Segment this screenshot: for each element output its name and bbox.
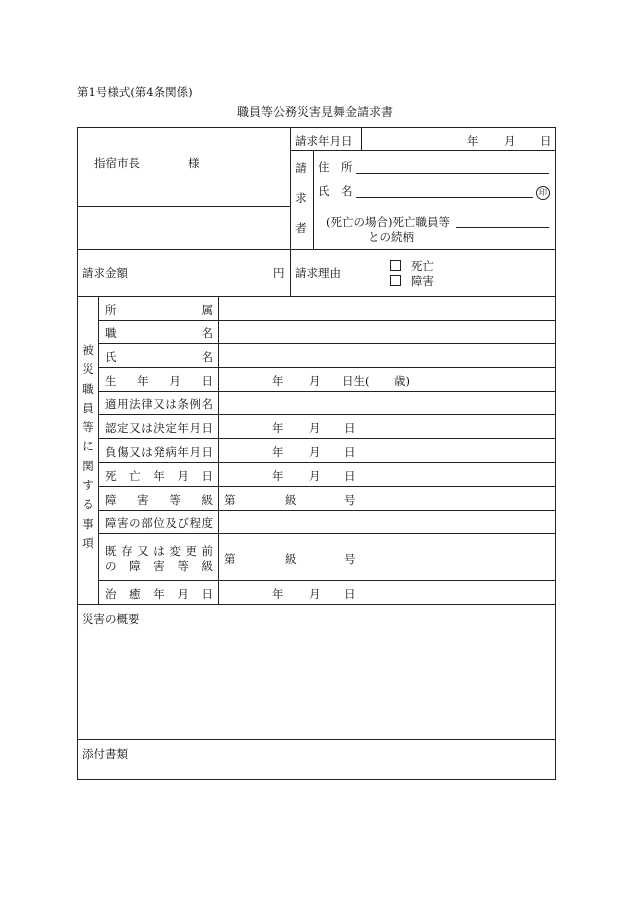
divider-summary [77, 739, 556, 740]
row-injury-date: 負 傷 又 は 発 病 年 月 日 [105, 445, 213, 459]
form-title: 職員等公務災害見舞金請求書 [236, 105, 393, 119]
amount-label: 請求金額 [82, 266, 128, 280]
divider-amount [77, 296, 556, 297]
attachments-label: 添付書類 [82, 747, 128, 761]
request-date-label: 請求年月日 [295, 134, 353, 148]
reason-label: 請求理由 [295, 266, 341, 280]
disaster-summary-label: 災害の概要 [82, 612, 140, 626]
row-applicable-law: 適 用 法 律 又 は 条 例 名 [105, 397, 213, 411]
checkbox-icon[interactable] [390, 275, 401, 286]
reason-option-death[interactable]: 死亡 [390, 258, 434, 274]
row-name: 氏 名 [105, 350, 213, 364]
seal-mark: 印 [536, 186, 550, 200]
row-prior-grade-2: の 障 害 等 級 [105, 559, 213, 573]
row-prior-grade-1: 既 存 又 は 変 更 前 [105, 544, 213, 558]
divider-claimant [77, 249, 556, 250]
row-decision-date: 認 定 又 は 決 定 年 月 日 [105, 421, 213, 435]
divider-section [77, 604, 556, 605]
checkbox-icon[interactable] [390, 260, 401, 271]
reason-option-disability[interactable]: 障害 [390, 273, 434, 289]
relation-label: (死亡の場合)死亡職員等 [326, 215, 450, 229]
row-disability-grade: 障 害 等 級 [105, 493, 213, 507]
row-disability-detail: 障 害 の 部 位 及 び 程 度 [105, 516, 213, 530]
form-page: 第1号様式(第4条関係) 職員等公務災害見舞金請求書 指宿市長 様 請求年月日 年 月 日 請 求 者 住 所 氏 名 印 (死亡の場合)死亡職員等 との続柄 請求金額 円 請求理由 死亡 障害 被 災 職 員 等 に 関 す る 事 項 所 属 職 名 氏 名 生 年 月 日 適 用 法 律 又 は 条 例 名 認 定 又 は 決 定 年 月 日 負 傷 又 は 発 病 年 月 日 死 亡 年 月 日 障 害 等 級 障 害 の 部 位 及 び 程 度 既 存 又 は 変 更 前 の 障 害 等 級 治 癒 年 月 日 年 月 日生( 歳) 年 月 日 年 月 日 年 月 日 第 級 号 第 級 号 年 月 日 災害の概要 添付書類 [0, 0, 630, 915]
claimant-label: 請 求 者 [295, 161, 307, 235]
amount-unit: 円 [273, 266, 285, 280]
address-label: 住 所 [318, 160, 353, 174]
row-position: 職 名 [105, 326, 213, 340]
row-affiliation: 所 属 [105, 303, 213, 317]
name-label: 氏 名 [318, 184, 353, 198]
divider-addressee [77, 206, 290, 207]
section-label: 被 災 職 員 等 に 関 す る 事 項 [82, 343, 94, 550]
row-death-date: 死 亡 年 月 日 [105, 469, 213, 483]
address-field[interactable] [356, 173, 549, 174]
divider-date [290, 150, 556, 151]
relation-field[interactable] [456, 227, 549, 228]
row-birthdate: 生 年 月 日 [105, 374, 213, 388]
form-number: 第1号様式(第4条関係) [77, 85, 193, 99]
addressee-honorific: 様 [188, 156, 200, 170]
addressee: 指宿市長 [94, 156, 140, 170]
row-recovery-date: 治 癒 年 月 日 [105, 587, 213, 601]
name-field[interactable] [356, 197, 533, 198]
